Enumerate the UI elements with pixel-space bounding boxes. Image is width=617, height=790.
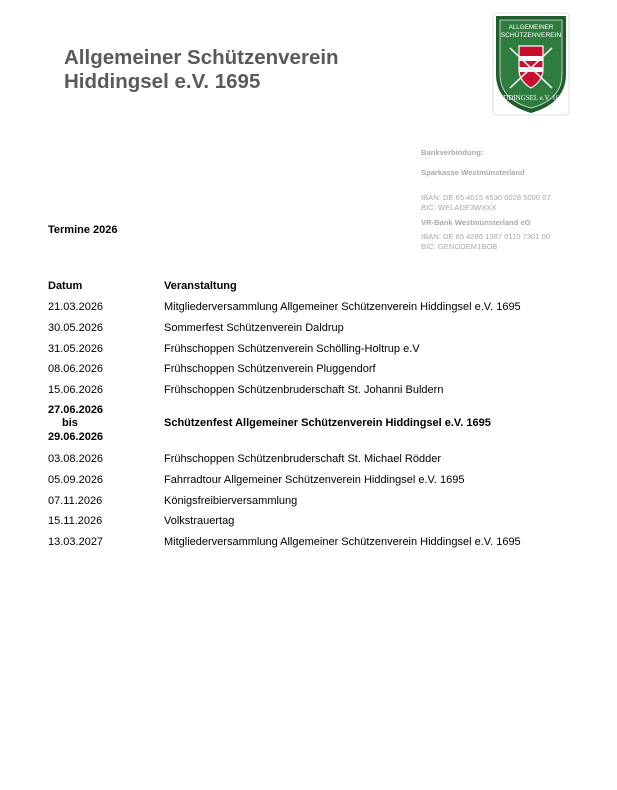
event-name: Volkstrauertag <box>164 515 235 528</box>
event-date: 15.11.2026 <box>48 515 103 528</box>
table-row <box>48 383 588 404</box>
bank2-name: VR-Bank Westmünsterland eG <box>421 218 531 228</box>
bank1-bic: BIC: WELADE3WXXX <box>421 202 497 212</box>
event-date: 31.05.2026 <box>48 342 104 355</box>
event-date-from: 27.06.2026 <box>48 403 104 416</box>
bank-heading: Bankverbindung: <box>421 148 484 157</box>
event-name: Frühschoppen Schützenbruderschaft St. Michael Rödder <box>164 452 441 465</box>
table-row <box>48 494 588 515</box>
event-date: 30.05.2026 <box>48 321 104 334</box>
event-date-range <box>48 404 103 445</box>
table-header <box>48 279 588 300</box>
event-date: 07.11.2026 <box>48 494 103 507</box>
event-name: Mitgliederversammlung Allgemeiner Schützenverein Hiddingsel e.V. 1695 <box>164 536 521 549</box>
page-title <box>64 46 339 94</box>
event-name: Frühschoppen Schützenverein Schölling-Holtrup e.V <box>164 342 420 355</box>
title-line-1: Allgemeiner Schützenverein <box>64 46 339 69</box>
table-row <box>48 342 588 363</box>
termine-heading: Termine 2026 <box>48 224 118 236</box>
bank-details <box>421 148 611 251</box>
event-date-to: 29.06.2026 <box>48 430 104 443</box>
title-line-2: Hiddingsel e.V. 1695 <box>64 70 261 93</box>
logo-text-top-1: ALLGEMEINER <box>508 24 554 31</box>
table-row <box>48 514 588 535</box>
event-date: 21.03.2026 <box>48 301 104 313</box>
event-name: Mitgliederversammlung Allgemeiner Schützenverein Hiddingsel e.V. 1695 <box>164 301 521 313</box>
event-name: Königsfreibierversammlung <box>164 494 298 507</box>
bank1-name: Sparkasse Westmünsterland <box>421 167 525 177</box>
table-row <box>48 452 588 473</box>
event-date: 15.06.2026 <box>48 384 104 397</box>
logo-text-side: HIDDINGSEL e.V. 1695 <box>495 94 567 102</box>
table-row-highlight <box>48 404 588 452</box>
bank2-bic: BIC: GENODEM1BOB <box>421 241 498 251</box>
table-row <box>48 300 588 321</box>
event-name: Frühschoppen Schützenverein Pluggendorf <box>164 363 376 376</box>
event-name: Sommerfest Schützenverein Daldrup <box>164 321 344 334</box>
column-header-date: Datum <box>48 280 83 292</box>
event-name: Frühschoppen Schützenbruderschaft St. Johanni Buldern <box>164 384 444 397</box>
events-table <box>48 279 588 556</box>
event-name: Schützenfest Allgemeiner Schützenverein Hiddingsel e.V. 1695 <box>164 416 491 429</box>
table-row <box>48 321 588 342</box>
table-row <box>48 362 588 383</box>
column-header-event: Veranstaltung <box>164 280 237 292</box>
event-date-bis: bis <box>62 417 78 430</box>
bank1-iban: IBAN: DE 65 4015 4530 0028 5000 07 <box>421 193 551 203</box>
event-date: 03.08.2026 <box>48 452 104 465</box>
table-row <box>48 535 588 556</box>
event-date: 05.09.2026 <box>48 473 104 486</box>
event-date: 08.06.2026 <box>48 363 104 376</box>
table-row <box>48 473 588 494</box>
logo-text-top-2: SCHÜTZENVEREIN <box>500 32 562 39</box>
event-name: Fahrradtour Allgemeiner Schützenverein Hiddingsel e.V. 1695 <box>164 473 465 486</box>
bank2-iban: IBAN: DE 65 4286 1387 0110 7301 00 <box>421 231 551 241</box>
event-date: 13.03.2027 <box>48 536 104 549</box>
club-logo <box>492 12 570 116</box>
